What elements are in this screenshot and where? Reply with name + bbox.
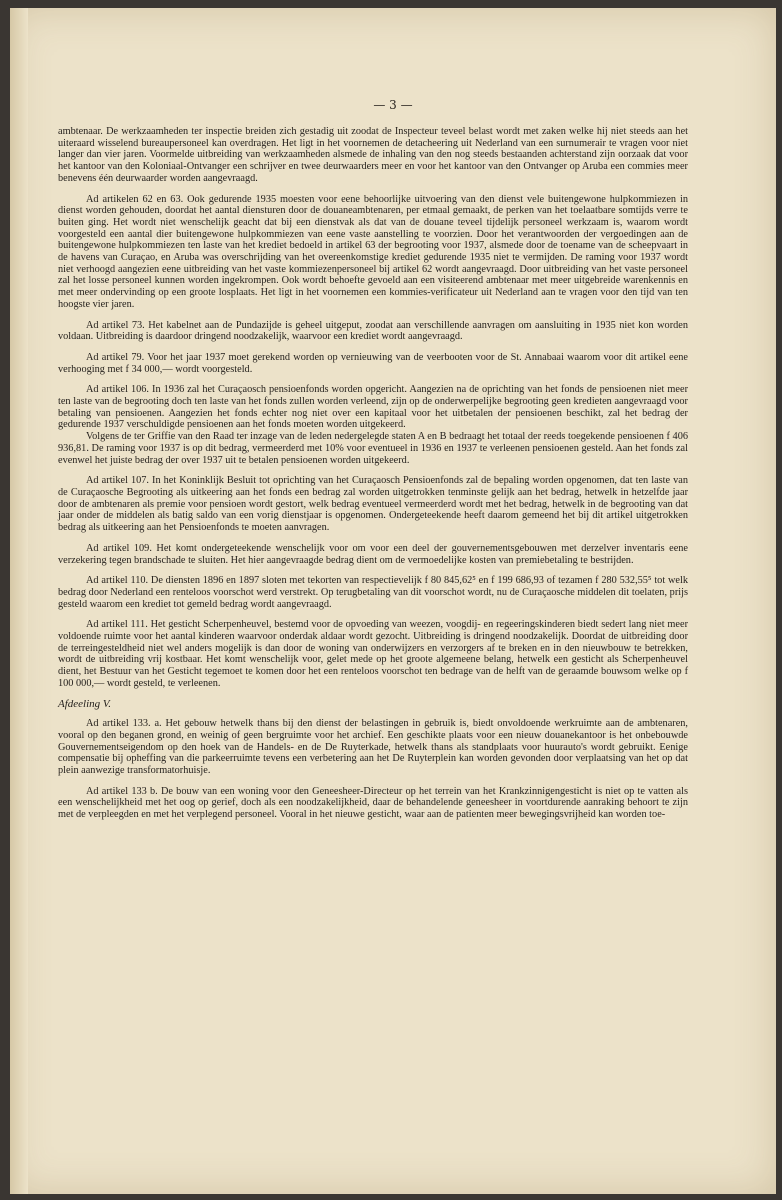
paragraph-ambtenaar: ambtenaar. De werkzaamheden ter inspectie breiden zich gestadig uit zoodat de Inspecteur teveel belast wordt met zaken welke hij niet steeds aan het uiteraard wisselend bureaupersoneel kan overdragen. Het ligt in het voornemen de detacheering uit Nederland van een surnumerair te vragen voor niet langer dan vier jaren. Voormelde uitbreiding van werkzaamheden alsmede de inhaling van den nog steeds bestaanden achterstand zijn oorzaak dat voor het kantoor van den Koloniaal-Ontvanger een schrijver en twee deurwaarders meer en voor het kantoor van den Ontvanger op Aruba een commies meer benevens één deurwaarder worden aangevraagd. — [58, 126, 688, 184]
paragraph-art-62-63: Ad artikelen 62 en 63. Ook gedurende 1935 moesten voor eene behoorlijke uitvoering van den dienst vele buitengewone hulpkommiezen in dienst worden gehouden, doordat het aantal diensturen door de douaneambtenaren, per etmaal gemaakt, de perken van het toelaatbare somtijds verre te buiten ging. Het wordt niet wenschelijk geacht dat bij een dienstvak als dat van de douane teveel tijdelijk personeel werkzaam is, waarom wordt voorgesteld een aantal dier buitengewone hulpkommiezen van eene vaste aanstelling te voorzien. Door het verantwoorden der vergoedingen aan de buitengewone hulpkommiezen ten laste van het krediet bedoeld in artikel 63 der begrooting voor 1937, alsmede door de toename van de scheepvaart in de havens van Curaçao, en Aruba was overschrijding van het overeenkomstige krediet gedurende 1935 niet te vermijden. De raming voor 1937 wordt niet verhoogd aangezien eene uitbreiding van het vaste kommiezenpersoneel bij artikel 62 wordt aangevraagd. Door uitbreiding van het vaste personeel zal het losse personeel kunnen worden ingekrompen. Ook wordt behoefte gevoeld aan een visiteerend ambtenaar met meer uitgebreide warenkennis en met meer ondervinding op een groote losplaats. Het ligt in het voornemen een kommies-verificateur uit Nederland aan te vragen voor den tijd van ten hoogste vier jaren. — [58, 193, 688, 310]
document-page — [10, 8, 776, 1194]
paragraph-art-133b: Ad artikel 133 b. De bouw van een woning voor den Geneesheer-Directeur op het terrein van het Krankzinnigengesticht is niet op te vatten als een wenschelijkheid met het oog op gerief, doch als een noodzakelijkheid, daar de behandelende geneesheer in voortdurende aanraking behoort te zijn met de verpleegden en met het verplegend personeel. Vooral in het nieuwe gesticht, waar aan de patienten meer bewegingsvrijheid kan worden toe- — [58, 785, 688, 821]
page-spine — [10, 8, 28, 1194]
page-content — [58, 126, 688, 830]
paragraph-art-106-cont: Volgens de ter Griffie van den Raad ter inzage van de leden nedergelegde staten A en B bedraagt het totaal der reeds toegekende pensioenen f 406 936,81. De raming voor 1937 is op dit bedrag, vermeerderd met 10% voor eventueel in 1936 en 1937 te verleenen pensioenen gesteld. Aan het fonds zal evenwel het juiste bedrag der over 1937 uit te betalen pensioenen worden uitgekeerd. — [58, 431, 688, 466]
paragraph-art-73: Ad artikel 73. Het kabelnet aan de Pundazijde is geheel uitgeput, zoodat aan verschillende aanvragen om aansluiting in 1935 niet kon worden voldaan. Uitbreiding is daardoor dringend noodzakelijk, waarvoor een krediet wordt aangevraagd. — [58, 319, 688, 343]
section-heading: Afdeeling V. — [58, 697, 111, 710]
paragraph-art-79: Ad artikel 79. Voor het jaar 1937 moet gerekend worden op vernieuwing van de veerbooten voor de St. Annabaai waarom voor dit artikel eene verhooging met f 34 000,— wordt voorgesteld. — [58, 351, 688, 375]
paragraph-art-110: Ad artikel 110. De diensten 1896 en 1897 sloten met tekorten van respectievelijk f 80 845,62⁵ en f 199 686,93 of tezamen f 280 532,55⁵ tot welk bedrag door Nederland een renteloos voorschot werd verstrekt. Op terugbetaling van dit voorschot wordt, nu de Curaçaosche middelen dit toelaten, prijs gesteld waarom een krediet tot gemeld bedrag wordt aangevraagd. — [58, 575, 688, 610]
page-number: — 3 — — [373, 98, 413, 112]
paragraph-art-107: Ad artikel 107. In het Koninklijk Besluit tot oprichting van het Curaçaosch Pensioenfonds zal de bepaling worden opgenomen, dat ten laste van de Curaçaosche Begrooting als uitkeering aan het fonds een bedrag zal worden uitgetrokken tenminste gelijk aan het bedrag, hetwelk in hetzelfde jaar door de ambtenaren als premie voor pensioen wordt gestort, welk bedrag eventueel vermeerderd wordt met het bedrag, hetwelk in de begrooting van dat jaar onder de middelen als batig saldo van een vorig dienstjaar is opgenomen. Ondergeteekende heeft daarom gemeend het bij dit artikel uitgetrokken bedrag als uitkeering aan het Pensioenfonds te moeten aanvragen. — [58, 475, 688, 534]
paragraph-art-106: Ad artikel 106. In 1936 zal het Curaçaosch pensioenfonds worden opgericht. Aangezien na de oprichting van het fonds de pensioenen niet meer ten laste van de begrooting doch ten laste van het fonds zullen worden verleend, zijn op de onderwerpelijke begrooting geen kredieten aangevraagd voor betaling van pensioenen. Aangezien het fonds echter nog niet over een kapitaal voor het uitbetalen der pensioenen beschikt, zal het bedrag der gedurende 1937 verschuldigde pensioenen aan het fonds moeten worden uitgekeerd. — [58, 384, 688, 431]
paragraph-art-109: Ad artikel 109. Het komt ondergeteekende wenschelijk voor om voor een deel der gouvernementsgebouwen met derzelver inventaris eene verzekering tegen brandschade te sluiten. Het hier aangevraagde bedrag dient om de vermoedelijke kosten van premiebetaling te bestrijden. — [58, 542, 688, 566]
paragraph-art-133a: Ad artikel 133. a. Het gebouw hetwelk thans bij den dienst der belastingen in gebruik is, biedt onvoldoende werkruimte aan de ambtenaren, vooral op den beganen grond, en weinig of geen bergruimte voor het archief. Een geschikte plaats voor een nieuw douanekantoor is het onbebouwde Gouvernementseigendom op den hoek van de Handels- en de De Ruyterkade, hetwelk thans als standplaats voor huurauto's wordt gebruikt. Eenige compensatie bij opheffing van die parkeerruimte tevens een verbetering aan het De Ruyterplein kan worden gevonden door verplaatsing van het op dat plein aanwezige transformatorhuisje. — [58, 718, 688, 777]
paragraph-art-111: Ad artikel 111. Het gesticht Scherpenheuvel, bestemd voor de opvoeding van weezen, voogdij- en regeeringskinderen biedt sedert lang niet meer voldoende ruimte voor het aantal kinderen waarvoor onderdak aldaar wordt gezocht. Uitbreiding is dringend noodzakelijk. Doordat de uitbreiding door de terreingesteldheid niet wel anders mogelijk is dan door de woning van onderwijzers en verzorgers af te breken en in den nieuwbouw te betrekken, wordt de uitbreiding vrij kostbaar. Het komt wenschelijk voor, gelet mede op het groote algemeene belang, hetwelk een gesticht als Scherpenheuvel dient, het Bestuur van het Gesticht tegemoet te komen door het een renteloos voorschot ten bedrage van de helft van de geraamde bouwsom welke op f 100 000,— wordt gesteld, te verleenen. — [58, 619, 688, 689]
